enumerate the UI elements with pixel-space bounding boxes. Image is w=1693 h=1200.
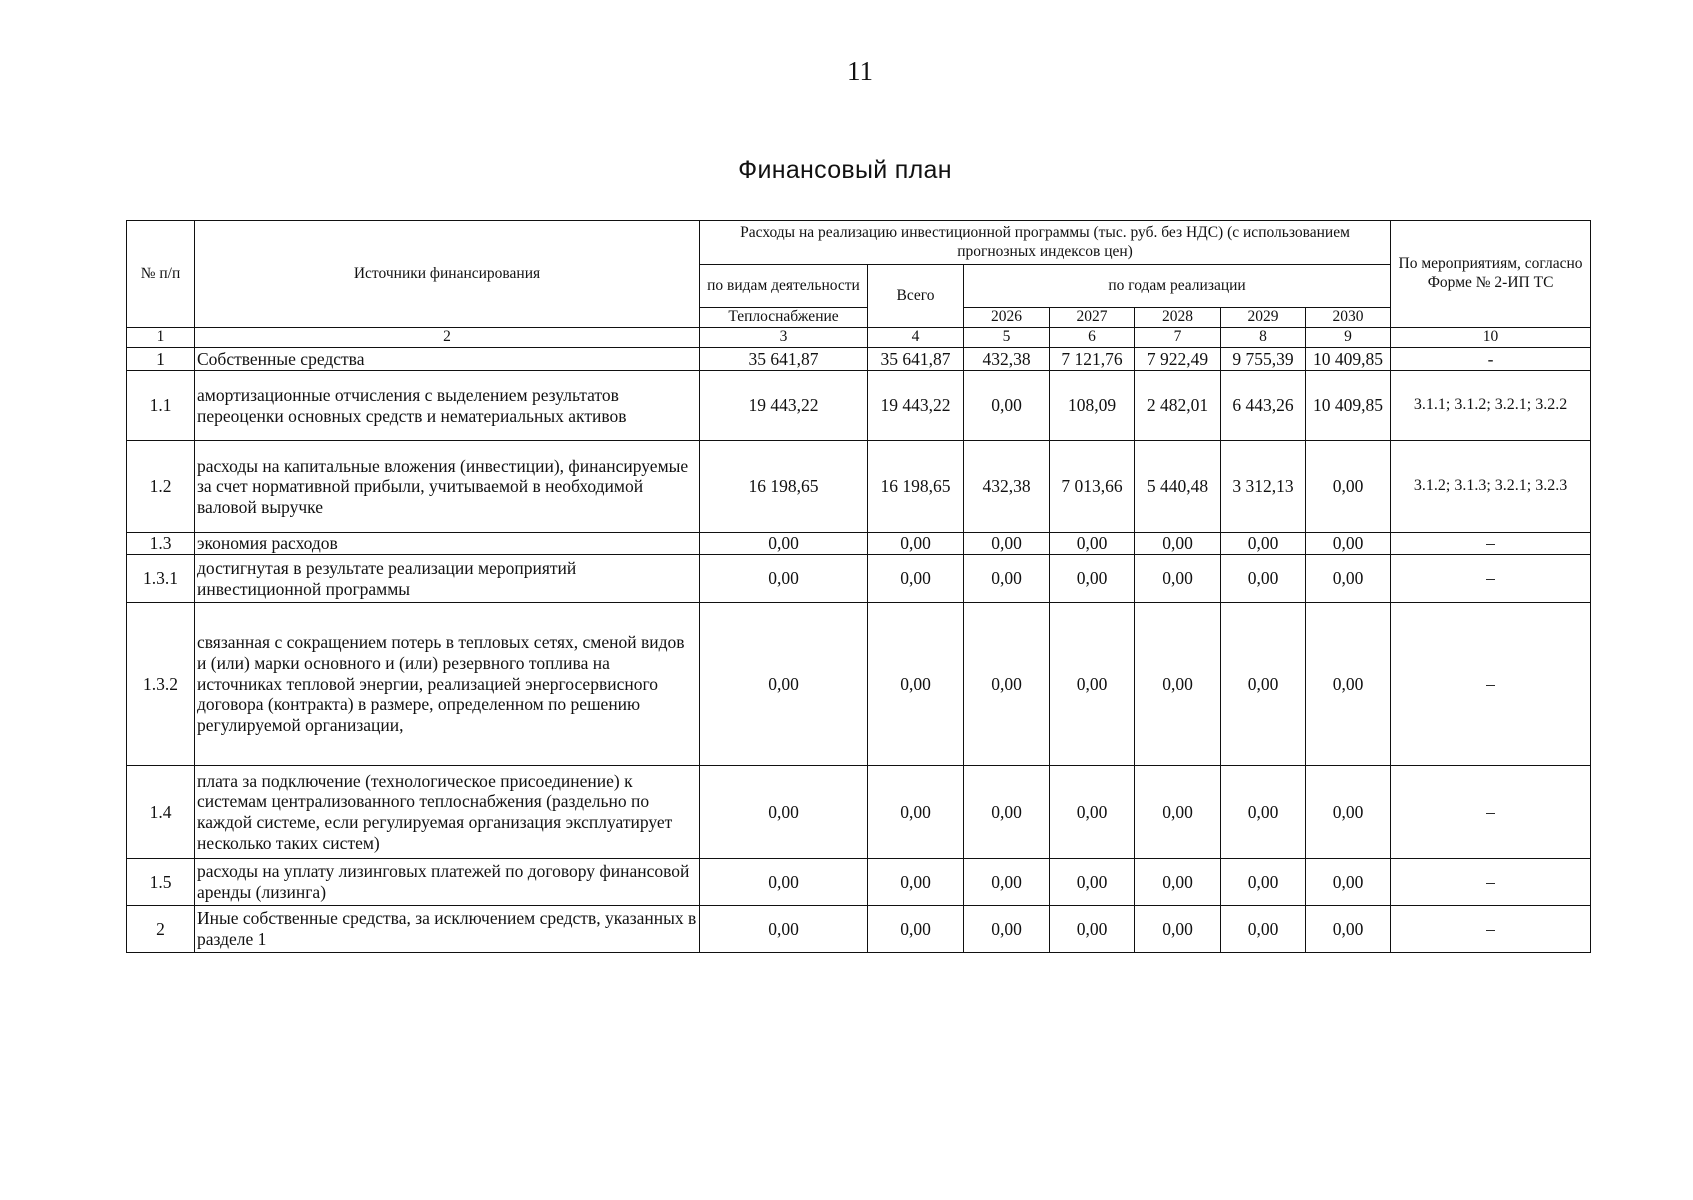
- cell-2026: 0,00: [964, 859, 1050, 906]
- column-index: 9: [1306, 328, 1391, 348]
- cell-2026: 0,00: [964, 371, 1050, 441]
- header-expenses: Расходы на реализацию инвестиционной программы (тыс. руб. без НДС) (с использованием прогнозных индексов цен): [700, 221, 1391, 265]
- cell-measures: 3.1.2; 3.1.3; 3.2.1; 3.2.3: [1391, 441, 1591, 533]
- cell-total: 0,00: [868, 766, 964, 859]
- cell-2029: 0,00: [1221, 533, 1306, 555]
- cell-total: 0,00: [868, 533, 964, 555]
- cell-2027: 0,00: [1050, 906, 1135, 953]
- cell-2029: 0,00: [1221, 603, 1306, 766]
- cell-2030: 0,00: [1306, 441, 1391, 533]
- cell-2027: 7 013,66: [1050, 441, 1135, 533]
- cell-2026: 0,00: [964, 533, 1050, 555]
- cell-heat: 0,00: [700, 859, 868, 906]
- cell-heat: 0,00: [700, 766, 868, 859]
- cell-measures: –: [1391, 603, 1591, 766]
- cell-2027: 0,00: [1050, 766, 1135, 859]
- page-number: 11: [847, 56, 873, 86]
- row-num: 1.3.2: [127, 603, 195, 766]
- cell-2026: 0,00: [964, 766, 1050, 859]
- cell-total: 0,00: [868, 859, 964, 906]
- table-row: [127, 533, 1591, 555]
- row-source-name: достигнутая в результате реализации мероприятий инвестиционной программы: [195, 555, 700, 603]
- cell-total: 19 443,22: [868, 371, 964, 441]
- cell-2028: 2 482,01: [1135, 371, 1221, 441]
- cell-total: 0,00: [868, 603, 964, 766]
- column-index: 2: [195, 328, 700, 348]
- cell-2027: 0,00: [1050, 603, 1135, 766]
- financial-plan-table: [126, 220, 1591, 953]
- cell-2028: 5 440,48: [1135, 441, 1221, 533]
- cell-measures: -: [1391, 348, 1591, 371]
- cell-2030: 0,00: [1306, 555, 1391, 603]
- header-year-2027: 2027: [1050, 308, 1135, 328]
- cell-total: 0,00: [868, 555, 964, 603]
- column-index: 10: [1391, 328, 1591, 348]
- table-row: [127, 603, 1591, 766]
- cell-2030: 10 409,85: [1306, 371, 1391, 441]
- table-row: [127, 348, 1591, 371]
- page-title: Финансовый план: [738, 156, 952, 184]
- row-source-name: Иные собственные средства, за исключением средств, указанных в разделе 1: [195, 906, 700, 953]
- row-num: 2: [127, 906, 195, 953]
- cell-2027: 7 121,76: [1050, 348, 1135, 371]
- row-num: 1.3.1: [127, 555, 195, 603]
- column-index: 4: [868, 328, 964, 348]
- header-num: № п/п: [127, 221, 195, 328]
- row-num: 1.5: [127, 859, 195, 906]
- cell-2028: 0,00: [1135, 766, 1221, 859]
- row-num: 1.3: [127, 533, 195, 555]
- cell-total: 35 641,87: [868, 348, 964, 371]
- row-source-name: экономия расходов: [195, 533, 700, 555]
- column-index: 8: [1221, 328, 1306, 348]
- cell-2026: 432,38: [964, 348, 1050, 371]
- cell-2026: 432,38: [964, 441, 1050, 533]
- column-index: 7: [1135, 328, 1221, 348]
- cell-2029: 6 443,26: [1221, 371, 1306, 441]
- cell-2026: 0,00: [964, 906, 1050, 953]
- row-source-name: связанная с сокращением потерь в тепловых сетях, сменой видов и (или) марки основного и (или) резервного топлива на источниках тепловой энергии, реализацией энергосервисного договора (контракта) в размере, определенном по решению регулируемой организации,: [195, 603, 700, 766]
- cell-2028: 0,00: [1135, 603, 1221, 766]
- cell-2028: 0,00: [1135, 906, 1221, 953]
- cell-2029: 0,00: [1221, 859, 1306, 906]
- cell-2030: 0,00: [1306, 859, 1391, 906]
- header-year-2028: 2028: [1135, 308, 1221, 328]
- cell-2029: 0,00: [1221, 555, 1306, 603]
- row-source-name: расходы на капитальные вложения (инвестиции), финансируемые за счет нормативной прибыли, учитываемой в необходимой валовой выручке: [195, 441, 700, 533]
- header-heat-supply: Теплоснабжение: [700, 308, 868, 328]
- row-num: 1: [127, 348, 195, 371]
- cell-measures: –: [1391, 555, 1591, 603]
- cell-total: 16 198,65: [868, 441, 964, 533]
- table-row: [127, 371, 1591, 441]
- row-source-name: расходы на уплату лизинговых платежей по договору финансовой аренды (лизинга): [195, 859, 700, 906]
- cell-heat: 0,00: [700, 603, 868, 766]
- row-source-name: плата за подключение (технологическое присоединение) к системам централизованного теплоснабжения (раздельно по каждой системе, если регулируемая организация эксплуатирует несколько таких систем): [195, 766, 700, 859]
- table-row: [127, 859, 1591, 906]
- column-index: 1: [127, 328, 195, 348]
- row-num: 1.4: [127, 766, 195, 859]
- header-measures: По мероприятиям, согласно Форме № 2-ИП ТС: [1391, 221, 1591, 328]
- cell-2029: 0,00: [1221, 766, 1306, 859]
- cell-2028: 0,00: [1135, 555, 1221, 603]
- row-source-name: Собственные средства: [195, 348, 700, 371]
- cell-2028: 0,00: [1135, 533, 1221, 555]
- cell-2028: 7 922,49: [1135, 348, 1221, 371]
- row-source-name: амортизационные отчисления с выделением результатов переоценки основных средств и нематериальных активов: [195, 371, 700, 441]
- cell-2029: 3 312,13: [1221, 441, 1306, 533]
- table-row: [127, 766, 1591, 859]
- cell-measures: –: [1391, 766, 1591, 859]
- table-row: [127, 555, 1591, 603]
- cell-2030: 0,00: [1306, 533, 1391, 555]
- cell-2027: 0,00: [1050, 533, 1135, 555]
- cell-2030: 0,00: [1306, 906, 1391, 953]
- cell-2030: 0,00: [1306, 766, 1391, 859]
- column-index-row: [127, 328, 1591, 348]
- header-by-years: по годам реализации: [964, 265, 1391, 308]
- cell-heat: 0,00: [700, 906, 868, 953]
- column-index: 5: [964, 328, 1050, 348]
- cell-heat: 35 641,87: [700, 348, 868, 371]
- cell-measures: 3.1.1; 3.1.2; 3.2.1; 3.2.2: [1391, 371, 1591, 441]
- column-index: 3: [700, 328, 868, 348]
- cell-total: 0,00: [868, 906, 964, 953]
- cell-heat: 19 443,22: [700, 371, 868, 441]
- cell-2030: 10 409,85: [1306, 348, 1391, 371]
- cell-2027: 108,09: [1050, 371, 1135, 441]
- row-num: 1.1: [127, 371, 195, 441]
- row-num: 1.2: [127, 441, 195, 533]
- cell-heat: 16 198,65: [700, 441, 868, 533]
- cell-heat: 0,00: [700, 555, 868, 603]
- cell-2027: 0,00: [1050, 859, 1135, 906]
- table-row: [127, 441, 1591, 533]
- cell-2026: 0,00: [964, 603, 1050, 766]
- cell-2028: 0,00: [1135, 859, 1221, 906]
- cell-2029: 0,00: [1221, 906, 1306, 953]
- cell-measures: –: [1391, 859, 1591, 906]
- header-year-2026: 2026: [964, 308, 1050, 328]
- cell-measures: –: [1391, 906, 1591, 953]
- header-year-2029: 2029: [1221, 308, 1306, 328]
- column-index: 6: [1050, 328, 1135, 348]
- cell-measures: –: [1391, 533, 1591, 555]
- table-row: [127, 906, 1591, 953]
- header-by-activity: по видам деятельности: [700, 265, 868, 308]
- cell-2027: 0,00: [1050, 555, 1135, 603]
- header-year-2030: 2030: [1306, 308, 1391, 328]
- cell-2026: 0,00: [964, 555, 1050, 603]
- header-source: Источники финансирования: [195, 221, 700, 328]
- cell-heat: 0,00: [700, 533, 868, 555]
- cell-2030: 0,00: [1306, 603, 1391, 766]
- header-total: Всего: [868, 265, 964, 328]
- cell-2029: 9 755,39: [1221, 348, 1306, 371]
